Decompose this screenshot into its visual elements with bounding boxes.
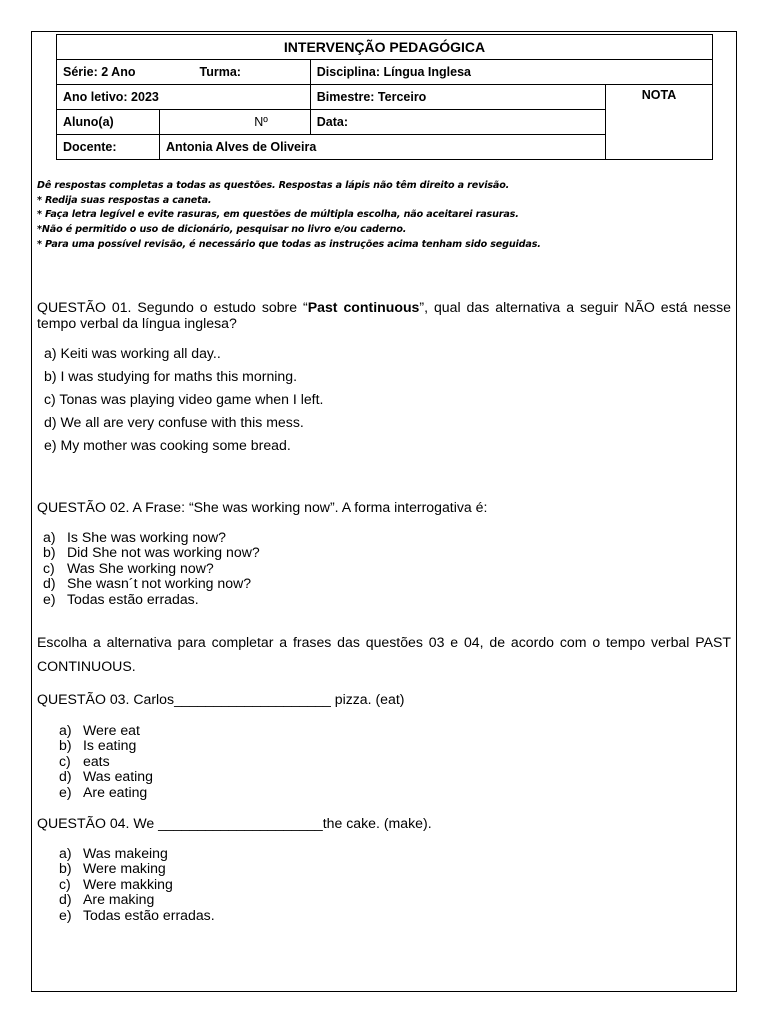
option-letter: a) [43,529,56,545]
q4-option-d[interactable] [59,892,215,907]
option-text: Is eating [83,737,137,754]
option-letter: c) [59,752,71,769]
q2-option-c[interactable] [43,561,260,576]
q3-option-d[interactable] [59,769,153,784]
aluno-label: Aluno(a) [57,110,160,135]
q2-options [43,530,260,607]
numero-label: Nº [254,115,268,129]
aluno-field[interactable] [160,110,311,135]
header-table [56,34,713,160]
q2-option-e[interactable] [43,592,260,607]
data-field[interactable]: Data: [310,110,605,135]
option-text: Are eating [83,783,148,800]
option-letter: a) [59,722,72,738]
instruction-line: * Redija suas respostas a caneta. [37,194,212,206]
q4-option-c[interactable] [59,877,215,892]
option-letter: e) [59,783,72,800]
instruction-line: Dê respostas completas a todas as questões. Respostas a lápis não têm direito a revisão. [37,180,510,191]
option-letter: c) [43,559,55,576]
q1-option-b[interactable]: b) I was studying for maths this morning. [44,368,298,384]
option-letter: e) [43,590,56,607]
option-letter: b) [59,860,72,877]
question-01 [37,299,731,331]
option-letter: d) [43,575,56,592]
question-01-line1 [37,299,731,315]
docente-name: Antonia Alves de Oliveira [160,135,606,160]
docente-label: Docente: [57,135,160,160]
q3-option-c[interactable] [59,754,153,769]
q1-bold-term: Past continuous [307,299,420,315]
option-text: Were making [83,860,166,877]
intro-line1: Escolha a alternativa para completar a frases das questões 03 e 04, de acordo com o tempo verbal PAST [37,634,731,650]
q1-option-c[interactable]: c) Tonas was playing video game when I left. [44,391,324,407]
turma-label: Turma: [199,65,241,79]
option-letter: b) [59,737,72,754]
option-text: Was She working now? [67,559,214,576]
ano-letivo-label: Ano letivo: 2023 [57,85,311,110]
question-02: QUESTÃO 02. A Frase: “She was working now”. A forma interrogativa é: [37,499,488,515]
option-text: Are making [83,891,155,908]
option-text: eats [83,752,110,769]
option-text: Were makking [83,875,173,892]
instruction-line: * Faça letra legível e evite rasuras, em questões de múltipla escolha, não aceitarei rasuras. [37,209,519,221]
option-letter: a) [59,845,72,861]
option-text: Was makeing [83,845,168,861]
q1-option-d[interactable]: d) We all are very confuse with this mess. [44,414,304,430]
option-text: Todas estão erradas. [67,590,199,607]
option-text: Is She was working now? [67,529,227,545]
serie-label: Série: 2 Ano [63,65,136,79]
q2-option-d[interactable] [43,576,260,591]
q4-option-a[interactable] [59,846,215,861]
option-letter: e) [59,906,72,923]
option-letter: b) [43,544,56,561]
bimestre-label: Bimestre: Terceiro [310,85,605,110]
option-letter: d) [59,768,72,785]
q4-option-b[interactable] [59,861,215,876]
option-text: Were eat [83,722,140,738]
serie-turma-cell [57,60,311,85]
q3-option-b[interactable] [59,738,153,753]
intro-line2: CONTINUOUS. [37,658,136,674]
q4-options [59,846,215,923]
option-text: She wasn´t not working now? [67,575,252,592]
q3-options [59,723,153,800]
question-03: QUESTÃO 03. Carlos____________________ pizza. (eat) [37,691,405,707]
q2-option-a[interactable] [43,530,260,545]
q3-option-e[interactable] [59,785,153,800]
q3-option-a[interactable] [59,723,153,738]
option-text: Did She not was working now? [67,544,260,561]
option-letter: c) [59,875,71,892]
document-title: INTERVENÇÃO PEDAGÓGICA [57,35,713,60]
q1-prefix: QUESTÃO 01. Segundo o estudo sobre “ [37,299,308,315]
q4-option-e[interactable] [59,908,215,923]
instruction-line: *Não é permitido o uso de dicionário, pesquisar no livro e/ou caderno. [37,224,407,236]
disciplina-label: Disciplina: Língua Inglesa [310,60,712,85]
instructions-q3-q4 [37,630,731,678]
instruction-line: * Para uma possível revisão, é necessário que todas as instruções acima tenham sido seguidas. [37,238,541,250]
option-text: Todas estão erradas. [83,906,215,923]
q2-option-b[interactable] [43,545,260,560]
instructions [37,179,541,253]
question-01-line2: tempo verbal da língua inglesa? [37,315,237,331]
option-letter: d) [59,891,72,908]
nota-label: NOTA [606,85,713,160]
question-04: QUESTÃO 04. We _____________________the cake. (make). [37,815,432,831]
q1-option-a[interactable]: a) Keiti was working all day.. [44,345,221,361]
option-text: Was eating [83,768,153,785]
q1-suffix: ”, qual das alternativa a seguir NÃO está nesse [419,299,731,315]
q1-option-e[interactable]: e) My mother was cooking some bread. [44,437,291,453]
